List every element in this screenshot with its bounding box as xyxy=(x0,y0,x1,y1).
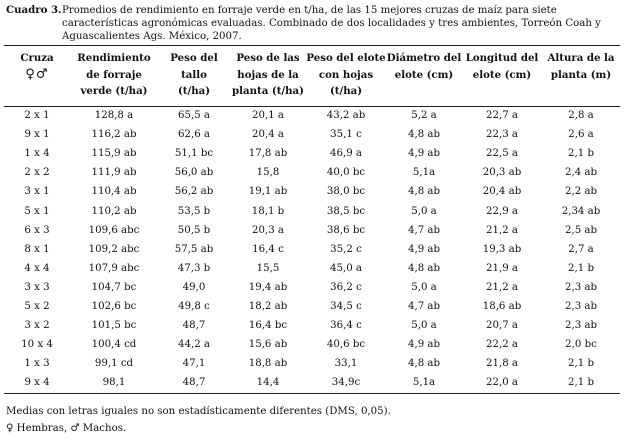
table-notes xyxy=(6,403,391,437)
table-cell: 49,8 c xyxy=(178,300,210,312)
table-cell: 47,1 xyxy=(182,358,206,370)
table-cell: 34,5 c xyxy=(330,300,362,312)
column-header-line2: de forraje xyxy=(86,68,142,81)
table-cell: 4,9 ab xyxy=(407,339,441,351)
column-header-3 xyxy=(230,50,306,106)
table-cell: 2,3 ab xyxy=(564,300,598,312)
table-caption xyxy=(6,4,618,43)
column-header-line2: planta (m) xyxy=(550,68,612,81)
column-header-2 xyxy=(158,50,230,106)
table-cell: 56,2 ab xyxy=(174,186,214,198)
table-cell: 20,4 a xyxy=(252,129,284,141)
table-cell: 5,1a xyxy=(412,377,436,389)
table-cell: 20,7 a xyxy=(486,320,518,332)
table-row xyxy=(4,259,620,278)
column-header-line1: Rendimiento xyxy=(77,52,151,64)
table-cell: 21,2 a xyxy=(486,224,518,236)
table-cell: 33,1 xyxy=(334,358,358,370)
table-cell: 40,6 bc xyxy=(326,339,366,351)
table-cell: 99,1 cd xyxy=(94,358,134,370)
table-cell: 38,5 bc xyxy=(326,205,366,217)
table-cell: 51,1 bc xyxy=(174,148,214,160)
table-cell: 102,6 bc xyxy=(91,300,137,312)
column-header-line1: Longitud del xyxy=(465,52,539,64)
column-header-line3: verde (t/ha) xyxy=(80,85,148,97)
column-header-5 xyxy=(386,50,462,106)
table-cell: 47,3 b xyxy=(177,262,211,274)
note-sex-symbols: ♀ Hembras, ♂ Machos. xyxy=(6,423,127,434)
table-cell: 1 x 3 xyxy=(24,358,50,370)
header-row xyxy=(4,50,620,106)
table-cell: 110,4 ab xyxy=(91,186,137,198)
table-cell: 4,8 ab xyxy=(407,358,441,370)
table-cell: 62,6 a xyxy=(178,129,210,141)
table-cell: 40,0 bc xyxy=(326,167,366,179)
column-header-line1: Peso del tallo xyxy=(170,52,218,81)
bottom-rule xyxy=(4,393,620,394)
table-cell: 2,34 ab xyxy=(561,205,601,217)
table-cell: 18,8 ab xyxy=(248,358,288,370)
table-cell: 109,6 abc xyxy=(88,224,140,236)
table-cell: 45,0 a xyxy=(330,262,362,274)
table-cell: 65,5 a xyxy=(178,110,210,122)
top-rule xyxy=(4,45,620,46)
table-cell: 4,9 ab xyxy=(407,148,441,160)
table-cell: 2,2 ab xyxy=(564,186,598,198)
table-cell: 3 x 1 xyxy=(24,186,50,198)
table-cell: 18,1 b xyxy=(251,205,285,217)
table-cell: 5,0 a xyxy=(411,205,437,217)
table-cell: 2 x 1 xyxy=(24,110,50,122)
table-cell: 109,2 abc xyxy=(88,243,140,255)
table-cell: 2,0 bc xyxy=(565,339,597,351)
table-cell: 2,3 ab xyxy=(564,281,598,293)
table-cell: 53,5 b xyxy=(177,205,211,217)
table-cell: 43,2 ab xyxy=(326,110,366,122)
column-header-line1: Diámetro del xyxy=(386,52,462,64)
table-row xyxy=(4,182,620,201)
table-cell: 110,2 ab xyxy=(91,205,137,217)
table-row xyxy=(4,278,620,297)
table-cell: 15,5 xyxy=(256,262,280,274)
column-header-line1: Peso de las xyxy=(236,52,300,64)
table-cell: 22,7 a xyxy=(486,110,518,122)
table-cell: 111,9 ab xyxy=(91,167,137,179)
table-cell: 56,0 ab xyxy=(174,167,214,179)
table-row xyxy=(4,106,620,125)
note-significance: Medias con letras iguales no son estadísticamente diferentes (DMS, 0,05). xyxy=(6,406,391,417)
table-cell: 5,1a xyxy=(412,167,436,179)
table-cell: 100,4 cd xyxy=(91,339,137,351)
column-header-6 xyxy=(462,50,542,106)
column-header-line1: Altura de la xyxy=(547,52,615,64)
table-cell: 21,9 a xyxy=(486,262,518,274)
table-cell: 20,1 a xyxy=(252,110,284,122)
table-cell: 18,6 ab xyxy=(482,300,522,312)
table-cell: 19,4 ab xyxy=(248,281,288,293)
table-cell: 14,4 xyxy=(256,377,280,389)
table-row xyxy=(4,144,620,163)
table-cell: 4,7 ab xyxy=(407,224,441,236)
column-header-1 xyxy=(70,50,158,106)
table-cell: 22,5 a xyxy=(486,148,518,160)
table-cell: 2,1 b xyxy=(568,148,594,160)
table-cell: 36,4 c xyxy=(330,320,362,332)
table-cell: 21,2 a xyxy=(486,281,518,293)
table-cell: 22,9 a xyxy=(486,205,518,217)
table-row xyxy=(4,163,620,182)
column-header-line3: planta (t/ha) xyxy=(232,85,304,97)
table-cell: 16,4 bc xyxy=(248,320,288,332)
table-cell: 6 x 3 xyxy=(24,224,50,236)
table-cell: 5,0 a xyxy=(411,320,437,332)
table-cell: 107,9 abc xyxy=(88,262,140,274)
table-cell: 2,1 b xyxy=(568,358,594,370)
column-header-line1: Cruza xyxy=(20,52,54,64)
table-cell: 116,2 ab xyxy=(91,129,137,141)
table-cell: 5 x 2 xyxy=(24,300,50,312)
table-row xyxy=(4,201,620,220)
table-cell: 21,8 a xyxy=(486,358,518,370)
table-cell: 4,8 ab xyxy=(407,262,441,274)
table-cell: 4,9 ab xyxy=(407,243,441,255)
table-cell: 2,1 b xyxy=(568,262,594,274)
table-cell: 15,6 ab xyxy=(248,339,288,351)
table-cell: 104,7 bc xyxy=(91,281,137,293)
table-cell: 22,3 a xyxy=(486,129,518,141)
table-cell: 4,7 ab xyxy=(407,300,441,312)
table-cell: 2 x 2 xyxy=(24,167,50,179)
column-header-line2: con hojas xyxy=(318,68,374,81)
table-cell: 10 x 4 xyxy=(21,339,53,351)
table-cell: 1 x 4 xyxy=(24,148,50,160)
column-header-7 xyxy=(542,50,620,106)
table-cell: 98,1 xyxy=(102,377,126,389)
column-header-line3: (t/ha) xyxy=(329,85,363,97)
table-cell: 2,7 a xyxy=(568,243,594,255)
table-cell: 2,1 b xyxy=(568,377,594,389)
table-cell: 48,7 xyxy=(182,320,206,332)
table-cell: 3 x 3 xyxy=(24,281,50,293)
table-cell: 48,7 xyxy=(182,377,206,389)
table-cell: 4 x 4 xyxy=(24,262,50,274)
table-cell: 35,1 c xyxy=(330,129,362,141)
column-header-4 xyxy=(306,50,386,106)
table-cell: 9 x 4 xyxy=(24,377,50,389)
table-cell: 49,0 xyxy=(182,281,206,293)
column-header-line2: elote (cm) xyxy=(472,68,532,81)
table-cell: 115,9 ab xyxy=(91,148,137,160)
column-header-line1: Peso del elote xyxy=(306,52,386,64)
table-cell: 20,4 ab xyxy=(482,186,522,198)
table-cell: 2,5 ab xyxy=(564,224,598,236)
table-cell: 57,5 ab xyxy=(174,243,214,255)
table-cell: 35,2 c xyxy=(330,243,362,255)
column-header-line2: elote (cm) xyxy=(394,68,454,81)
data-table xyxy=(4,50,620,392)
table-cell: 9 x 1 xyxy=(24,129,50,141)
table-row xyxy=(4,316,620,335)
table-cell: 20,3 a xyxy=(252,224,284,236)
table-cell: 20,3 ab xyxy=(482,167,522,179)
table-cell: 50,5 b xyxy=(177,224,211,236)
table-cell: 3 x 2 xyxy=(24,320,50,332)
table-cell: 2,8 a xyxy=(568,110,594,122)
table-body xyxy=(4,106,620,392)
table-cell: 5,2 a xyxy=(411,110,437,122)
table-cell: 2,6 a xyxy=(568,129,594,141)
table-cell: 17,8 ab xyxy=(248,148,288,160)
table-cell: 34,9c xyxy=(331,377,361,389)
column-header-line2: ♀♂ xyxy=(25,66,49,82)
table-row xyxy=(4,297,620,316)
table-cell: 18,2 ab xyxy=(248,300,288,312)
column-header-0 xyxy=(4,50,70,106)
table-cell: 2,3 ab xyxy=(564,320,598,332)
table-cell: 46,9 a xyxy=(330,148,362,160)
table-cell: 5,0 a xyxy=(411,281,437,293)
table-cell: 36,2 c xyxy=(330,281,362,293)
table-cell: 101,5 bc xyxy=(91,320,137,332)
table-cell: 4,8 ab xyxy=(407,129,441,141)
table-row xyxy=(4,373,620,392)
table-cell: 38,6 bc xyxy=(326,224,366,236)
table-row xyxy=(4,125,620,144)
column-header-line2: hojas de la xyxy=(237,68,299,81)
table-cell: 15,8 xyxy=(256,167,280,179)
column-header-line2: (t/ha) xyxy=(177,85,211,97)
caption-text: Promedios de rendimiento en forraje verde en t/ha, de las 15 mejores cruzas de maíz para siete características agronómicas evaluadas. Combinado de dos localidades y tres ambientes, Torreón Coah y Aguascalientes Ags. México, 2007. xyxy=(62,5,601,42)
table-cell: 19,1 ab xyxy=(248,186,288,198)
table-row xyxy=(4,240,620,259)
table-cell: 22,0 a xyxy=(486,377,518,389)
table-cell: 44,2 a xyxy=(178,339,210,351)
table-cell: 16,4 c xyxy=(252,243,284,255)
table-cell: 22,2 a xyxy=(486,339,518,351)
table-cell: 38,0 bc xyxy=(326,186,366,198)
table-cell: 8 x 1 xyxy=(24,243,50,255)
table-cell: 19,3 ab xyxy=(482,243,522,255)
table-row xyxy=(4,335,620,354)
table-cell: 4,8 ab xyxy=(407,186,441,198)
table-row xyxy=(4,354,620,373)
table-cell: 5 x 1 xyxy=(24,205,50,217)
table-row xyxy=(4,221,620,240)
table-cell: 2,4 ab xyxy=(564,167,598,179)
caption-label: Cuadro 3. xyxy=(6,4,62,16)
table-cell: 128,8 a xyxy=(94,110,134,122)
